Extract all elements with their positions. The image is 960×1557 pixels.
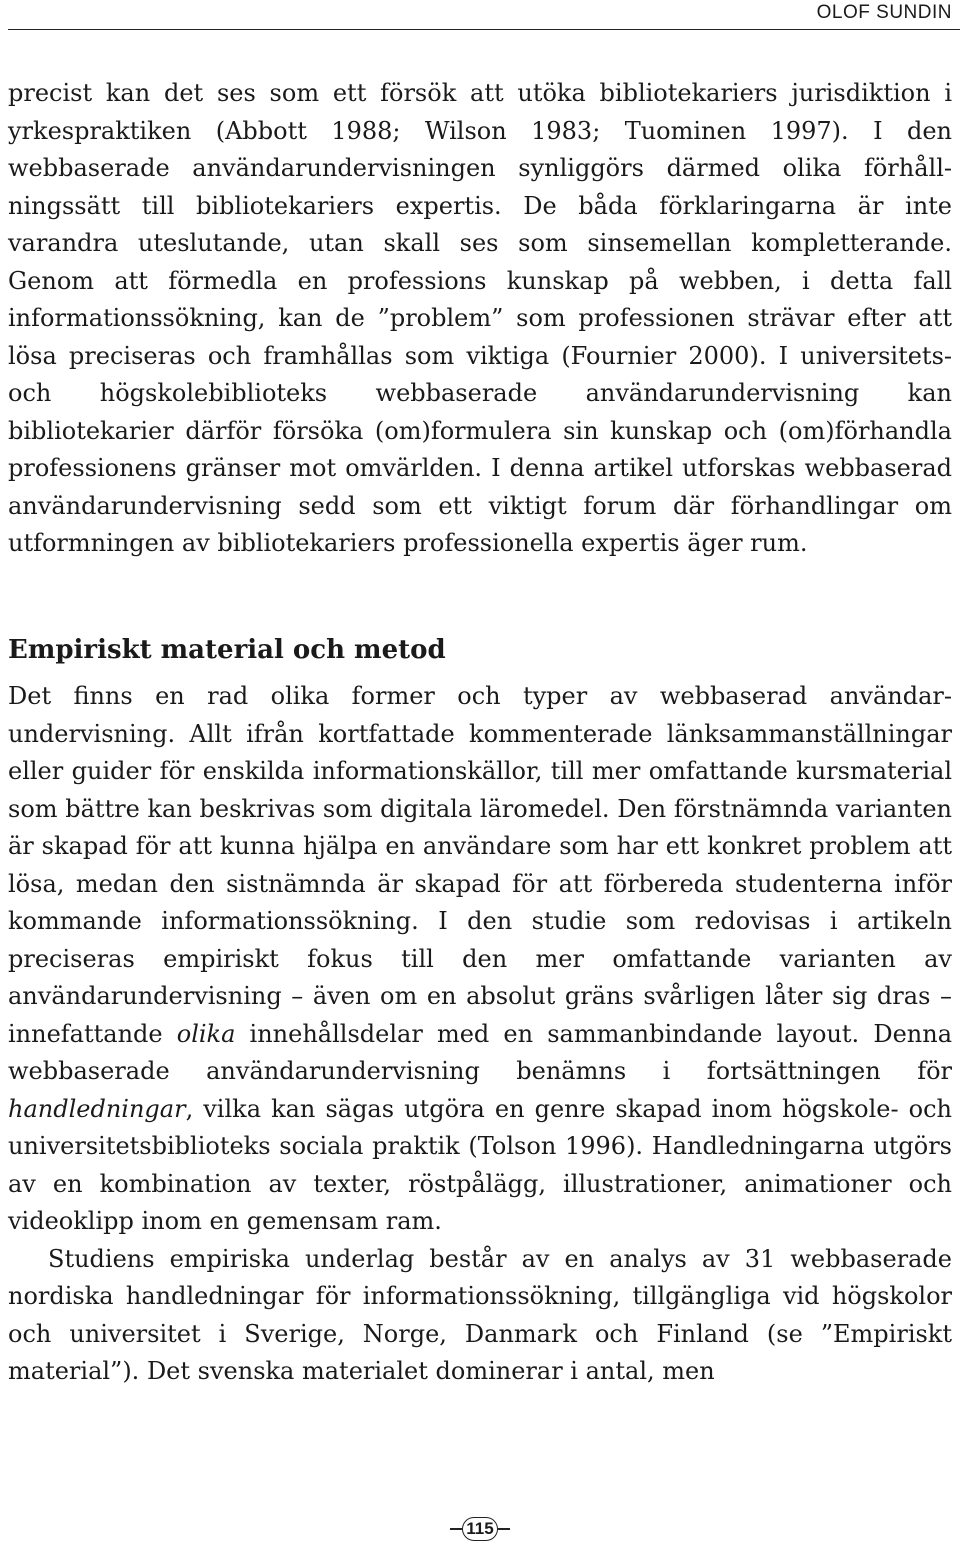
emphasis-handledningar: handledningar xyxy=(8,1094,186,1123)
running-head xyxy=(8,0,960,30)
section-paragraph-1 xyxy=(8,678,952,1241)
running-head-author: OLOF SUNDIN xyxy=(816,2,952,23)
section-paragraph-2: Studiens empiriska underlag består av en analys av 31 webbaserade nordiska handledningar för informationssökning, tillgängliga vid högskolor och universitet i Sverige, Norge, Danmark och Finland (se ”Empiriskt material”). Det svenska materialet dominerar i antal, men xyxy=(8,1244,952,1385)
intro-paragraph: precist kan det ses som ett försök att utöka bibliotekariers jurisdiktion i yrkespraktiken (Abbott 1988; Wilson 1983; Tuominen 1997). I den webbaserade användarundervisningen synliggörs därmed olika förhållningssätt till bibliotekariers expertis. De båda förklaringarna är inte varandra uteslutande, utan skall ses som sinsemellan kompletterande. Genom att förmedla en professions kunskap på webben, i detta fall informationssökning, kan de ”problem” som professionen strävar efter att lösa preciseras och framhållas som viktiga (Fournier 2000). I universitets- och högskolebiblioteks webbaserade användarundervisning kan bibliotekarier därför försöka (om)formulera sin kunskap och (om)förhandla professionens gränser mot omvärlden. I denna artikel utforskas webbaserad användarundervisning sedd som ett viktigt forum där förhandlingar om utformningen av bibliotekariers professionella expertis äger rum. xyxy=(8,79,952,557)
section-paragraph-1-part-1: Det finns en rad olika former och typer av webbaserad användarundervisning. Allt ifrån kortfattade kommenterade länksammanställningar eller guider för enskilda informationskällor, till mer omfattande kursmaterial som bättre kan beskrivas som digitala läromedel. Den förstnämnda varianten är skapad för att kunna hjälpa en användare som har ett konkret problem att lösa, medan den sistnämnda är skapad för att förbereda studenterna inför kommande informationssökning. I den studie som redovisas i artikeln preciseras empiriskt fokus till den mer omfattande varianten av användarundervisning – även om en absolut gräns svårligen låter sig dras – innefattande xyxy=(8,682,952,1048)
folio-rule-right xyxy=(498,1528,510,1530)
page-folio xyxy=(0,1514,960,1544)
intro-text xyxy=(8,75,952,563)
section-paragraph-1-part-3: , vilka kan sägas utgöra en genre skapad inom högskole- och universitetsbiblioteks sociala praktik (Tolson 1996). Handledningarna utgörs av en kombination av texter, röstpålägg, illustrationer, animationer och videoklipp inom en gemensam ram. xyxy=(8,1094,952,1235)
section-text xyxy=(8,678,952,1391)
emphasis-olika: olika xyxy=(176,1019,236,1048)
folio-rule-left xyxy=(450,1528,462,1530)
page-number: 115 xyxy=(462,1517,498,1541)
section-paragraph-1-part-2: innehållsdelar med en sammanbindande layout. Denna webbaserade användarundervisning benämns i fortsättningen för xyxy=(8,1019,952,1085)
section-heading: Empiriskt material och metod xyxy=(8,635,446,665)
